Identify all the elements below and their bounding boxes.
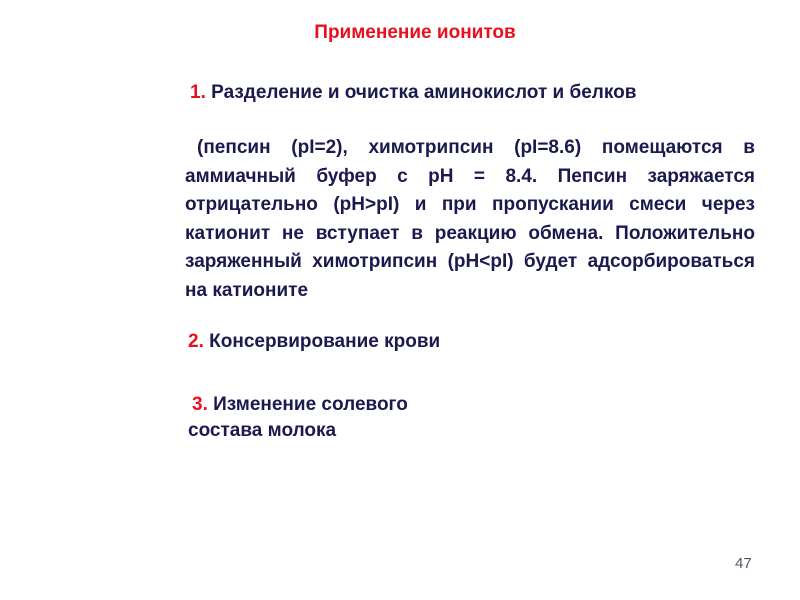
list-item-text-line1: Изменение солевого [213, 394, 408, 415]
page-number: 47 [735, 555, 752, 572]
list-item-text: Консервирование крови [209, 331, 441, 352]
list-item-2 [188, 331, 440, 353]
list-item-text-line2: состава молока [188, 420, 337, 441]
list-item-3 [188, 392, 408, 444]
list-item-number: 2. [188, 331, 204, 352]
list-item-text: Разделение и очистка аминокислот и белков [211, 82, 637, 103]
list-item-1 [190, 82, 636, 104]
list-item-number: 1. [190, 82, 206, 103]
list-item-number: 3. [192, 394, 208, 415]
description-paragraph: (пепсин (pI=2), химотрипсин (pI=8.6) помещаются в аммиачный буфер с pH = 8.4. Пепсин заряжается отрицательно (pH>pI) и при пропускании смеси через катионит не вступает в реакцию обмена. Положительно заряженный химотрипсин (pH<pI) будет адсорбироваться на катионите [185, 137, 755, 301]
slide-title: Применение ионитов [314, 22, 516, 43]
